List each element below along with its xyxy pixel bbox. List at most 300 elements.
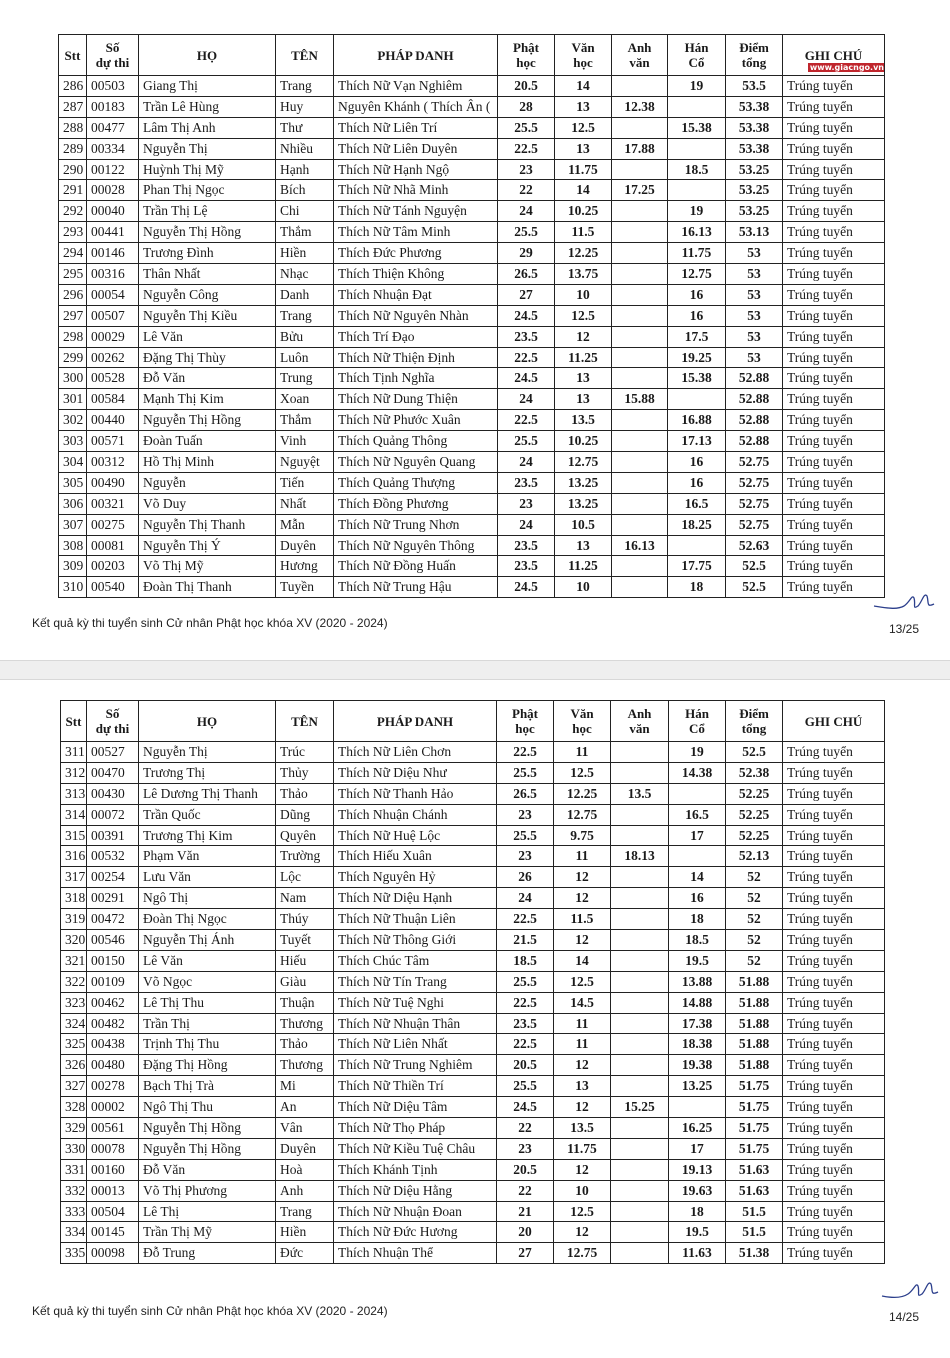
cell-buddhism-score: 24.5 — [498, 305, 555, 326]
table-row — [61, 1076, 885, 1097]
table-row — [61, 1243, 885, 1264]
cell-given-name: Xoan — [276, 389, 334, 410]
cell-surname: Nguyễn Thị — [139, 138, 276, 159]
cell-dharma-name: Thích Khánh Tịnh — [334, 1159, 497, 1180]
cell-classical-chinese-score: 17.13 — [668, 431, 726, 452]
cell-notes: Trúng tuyển — [783, 1076, 885, 1097]
table-header-row — [61, 701, 885, 742]
cell-classical-chinese-score — [669, 783, 726, 804]
table-row — [59, 535, 885, 556]
cell-notes: Trúng tuyển — [783, 1201, 885, 1222]
cell-stt: 317 — [61, 867, 87, 888]
cell-stt: 293 — [59, 222, 87, 243]
cell-buddhism-score: 22 — [497, 1118, 554, 1139]
cell-dharma-name: Thích Nữ Phước Xuân — [334, 410, 498, 431]
cell-notes: Trúng tuyển — [783, 389, 885, 410]
cell-candidate-number: 00503 — [87, 76, 139, 97]
cell-given-name: Dũng — [276, 804, 334, 825]
table-row — [59, 493, 885, 514]
cell-total-score: 51.75 — [726, 1118, 783, 1139]
cell-candidate-number: 00507 — [87, 305, 139, 326]
cell-candidate-number: 00321 — [87, 493, 139, 514]
cell-buddhism-score: 25.5 — [498, 222, 555, 243]
cell-buddhism-score: 23 — [497, 1138, 554, 1159]
cell-surname: Ngô Thị Thu — [139, 1097, 276, 1118]
header-stt: Stt — [61, 701, 87, 742]
cell-english-score — [612, 201, 668, 222]
cell-candidate-number: 00275 — [87, 514, 139, 535]
cell-surname: Hồ Thị Minh — [139, 452, 276, 473]
cell-literature-score: 10 — [554, 1180, 611, 1201]
cell-notes: Trúng tuyển — [783, 159, 885, 180]
cell-total-score: 53.25 — [726, 201, 783, 222]
cell-surname: Phạm Văn — [139, 846, 276, 867]
cell-surname: Đỗ Trung — [139, 1243, 276, 1264]
cell-total-score: 52.75 — [726, 514, 783, 535]
cell-literature-score: 10 — [555, 284, 612, 305]
cell-notes: Trúng tuyển — [783, 96, 885, 117]
cell-literature-score: 12.5 — [554, 762, 611, 783]
cell-buddhism-score: 25.5 — [497, 762, 554, 783]
cell-buddhism-score: 23 — [497, 804, 554, 825]
cell-candidate-number: 00291 — [87, 888, 139, 909]
cell-candidate-number: 00081 — [87, 535, 139, 556]
cell-total-score: 52.5 — [726, 577, 783, 598]
cell-notes: Trúng tuyển — [783, 535, 885, 556]
cell-candidate-number: 00571 — [87, 431, 139, 452]
cell-buddhism-score: 25.5 — [497, 971, 554, 992]
cell-candidate-number: 00002 — [87, 1097, 139, 1118]
cell-literature-score: 12.75 — [555, 452, 612, 473]
cell-dharma-name: Thích Nữ Thuận Liên — [334, 909, 497, 930]
cell-notes: Trúng tuyển — [783, 1180, 885, 1201]
cell-total-score: 53 — [726, 243, 783, 264]
cell-stt: 328 — [61, 1097, 87, 1118]
table-header-row — [59, 35, 885, 76]
header-dharma-name: PHÁP DANH — [334, 701, 497, 742]
cell-stt: 315 — [61, 825, 87, 846]
cell-literature-score: 12 — [554, 930, 611, 951]
cell-given-name: Thắm — [276, 222, 334, 243]
cell-english-score — [612, 326, 668, 347]
cell-candidate-number: 00561 — [87, 1118, 139, 1139]
cell-given-name: Nhiều — [276, 138, 334, 159]
header-buddhism-score: Phật học — [498, 35, 555, 76]
cell-english-score — [612, 243, 668, 264]
table-row — [59, 452, 885, 473]
cell-given-name: Lộc — [276, 867, 334, 888]
cell-candidate-number: 00527 — [87, 742, 139, 763]
cell-given-name: Chi — [276, 201, 334, 222]
cell-classical-chinese-score: 13.88 — [669, 971, 726, 992]
cell-english-score: 18.13 — [611, 846, 669, 867]
cell-notes: Trúng tuyển — [783, 950, 885, 971]
cell-classical-chinese-score: 11.63 — [669, 1243, 726, 1264]
cell-total-score: 52 — [726, 909, 783, 930]
cell-surname: Nguyễn Thị Hồng — [139, 1138, 276, 1159]
cell-candidate-number: 00054 — [87, 284, 139, 305]
table-row — [61, 1180, 885, 1201]
cell-surname: Mạnh Thị Kim — [139, 389, 276, 410]
cell-classical-chinese-score: 16 — [668, 472, 726, 493]
cell-classical-chinese-score: 17 — [669, 825, 726, 846]
table-row — [61, 846, 885, 867]
cell-buddhism-score: 22.5 — [498, 138, 555, 159]
cell-total-score: 52.63 — [726, 535, 783, 556]
cell-english-score — [611, 825, 669, 846]
cell-stt: 287 — [59, 96, 87, 117]
table-row — [61, 930, 885, 951]
header-classical-chinese-score: Hán Cổ — [668, 35, 726, 76]
cell-notes: Trúng tuyển — [783, 180, 885, 201]
cell-given-name: Trúc — [276, 742, 334, 763]
cell-classical-chinese-score: 16 — [668, 452, 726, 473]
cell-english-score — [611, 1138, 669, 1159]
cell-classical-chinese-score: 18.5 — [668, 159, 726, 180]
page-number: 13/25 — [889, 622, 920, 636]
cell-candidate-number: 00013 — [87, 1180, 139, 1201]
cell-total-score: 52.75 — [726, 452, 783, 473]
cell-notes: Trúng tuyển — [783, 1013, 885, 1034]
cell-stt: 290 — [59, 159, 87, 180]
cell-english-score: 16.13 — [612, 535, 668, 556]
cell-surname: Đặng Thị Thùy — [139, 347, 276, 368]
cell-candidate-number: 00278 — [87, 1076, 139, 1097]
cell-candidate-number: 00078 — [87, 1138, 139, 1159]
cell-classical-chinese-score: 19.5 — [669, 950, 726, 971]
cell-english-score: 17.88 — [612, 138, 668, 159]
cell-notes: Trúng tuyển — [783, 264, 885, 285]
cell-english-score — [611, 1013, 669, 1034]
cell-english-score — [612, 264, 668, 285]
cell-buddhism-score: 24 — [498, 201, 555, 222]
cell-surname: Lê Văn — [139, 326, 276, 347]
cell-notes: Trúng tuyển — [783, 867, 885, 888]
cell-surname: Ngô Thị — [139, 888, 276, 909]
cell-given-name: Thảo — [276, 1034, 334, 1055]
cell-total-score: 52.88 — [726, 431, 783, 452]
cell-dharma-name: Thích Nữ Liên Nhất — [334, 1034, 497, 1055]
cell-surname: Lê Dương Thị Thanh — [139, 783, 276, 804]
cell-literature-score: 10 — [555, 577, 612, 598]
cell-english-score — [612, 556, 668, 577]
cell-given-name: Anh — [276, 1180, 334, 1201]
cell-literature-score: 11.25 — [555, 347, 612, 368]
cell-dharma-name: Thích Nữ Kiều Tuệ Châu — [334, 1138, 497, 1159]
cell-given-name: Bửu — [276, 326, 334, 347]
cell-given-name: Trang — [276, 76, 334, 97]
cell-buddhism-score: 22.5 — [498, 410, 555, 431]
cell-given-name: Thắm — [276, 410, 334, 431]
cell-english-score — [611, 930, 669, 951]
header-total-score: Điểm tổng — [726, 701, 783, 742]
cell-dharma-name: Thích Nữ Trung Hậu — [334, 577, 498, 598]
cell-classical-chinese-score: 19.5 — [669, 1222, 726, 1243]
cell-classical-chinese-score: 19 — [668, 76, 726, 97]
table-row — [59, 368, 885, 389]
cell-stt: 306 — [59, 493, 87, 514]
cell-buddhism-score: 23.5 — [497, 1013, 554, 1034]
cell-english-score — [612, 431, 668, 452]
cell-candidate-number: 00546 — [87, 930, 139, 951]
cell-english-score — [612, 76, 668, 97]
page-separator — [0, 660, 950, 680]
header-candidate-number: Số dự thi — [87, 701, 139, 742]
header-notes: GHI CHÚ www.giacngo.vn — [783, 35, 885, 76]
cell-stt: 310 — [59, 577, 87, 598]
table-row — [61, 783, 885, 804]
cell-dharma-name: Thích Nữ Liên Duyên — [334, 138, 498, 159]
cell-dharma-name: Thích Nữ Nguyên Thông — [334, 535, 498, 556]
cell-literature-score: 13.25 — [555, 472, 612, 493]
cell-given-name: Vân — [276, 1118, 334, 1139]
cell-dharma-name: Thích Nữ Nhuận Thân — [334, 1013, 497, 1034]
cell-classical-chinese-score: 16 — [668, 305, 726, 326]
header-literature-score: Văn học — [555, 35, 612, 76]
cell-stt: 298 — [59, 326, 87, 347]
cell-stt: 300 — [59, 368, 87, 389]
cell-candidate-number: 00528 — [87, 368, 139, 389]
cell-notes: Trúng tuyển — [783, 846, 885, 867]
cell-dharma-name: Thích Nữ Nguyên Nhàn — [334, 305, 498, 326]
cell-total-score: 52.75 — [726, 493, 783, 514]
cell-classical-chinese-score: 17.38 — [669, 1013, 726, 1034]
cell-given-name: Nhạc — [276, 264, 334, 285]
cell-english-score — [611, 1243, 669, 1264]
cell-total-score: 52.13 — [726, 846, 783, 867]
cell-candidate-number: 00029 — [87, 326, 139, 347]
cell-dharma-name: Thích Nữ Nhuận Đoan — [334, 1201, 497, 1222]
cell-classical-chinese-score: 16.5 — [669, 804, 726, 825]
cell-literature-score: 10.25 — [555, 201, 612, 222]
cell-dharma-name: Thích Nữ Đồng Huấn — [334, 556, 498, 577]
cell-notes: Trúng tuyển — [783, 556, 885, 577]
cell-notes: Trúng tuyển — [783, 762, 885, 783]
cell-classical-chinese-score: 16.88 — [668, 410, 726, 431]
cell-english-score: 15.88 — [612, 389, 668, 410]
cell-buddhism-score: 26 — [497, 867, 554, 888]
cell-given-name: Đức — [276, 1243, 334, 1264]
table-row — [61, 825, 885, 846]
cell-english-score — [611, 742, 669, 763]
cell-given-name: Luôn — [276, 347, 334, 368]
cell-english-score — [612, 284, 668, 305]
cell-stt: 302 — [59, 410, 87, 431]
cell-stt: 311 — [61, 742, 87, 763]
cell-buddhism-score: 25.5 — [497, 825, 554, 846]
cell-given-name: Hiếu — [276, 950, 334, 971]
cell-stt: 291 — [59, 180, 87, 201]
cell-stt: 324 — [61, 1013, 87, 1034]
cell-english-score: 13.5 — [611, 783, 669, 804]
cell-total-score: 52 — [726, 930, 783, 951]
cell-total-score: 51.63 — [726, 1180, 783, 1201]
cell-dharma-name: Thích Nữ Thông Giới — [334, 930, 497, 951]
cell-english-score: 15.25 — [611, 1097, 669, 1118]
cell-english-score — [612, 577, 668, 598]
cell-total-score: 52.88 — [726, 389, 783, 410]
cell-candidate-number: 00462 — [87, 992, 139, 1013]
cell-notes: Trúng tuyển — [783, 243, 885, 264]
cell-surname: Huỳnh Thị Mỹ — [139, 159, 276, 180]
cell-classical-chinese-score: 17 — [669, 1138, 726, 1159]
cell-given-name: Giàu — [276, 971, 334, 992]
cell-given-name: Thúy — [276, 909, 334, 930]
cell-classical-chinese-score: 17.75 — [668, 556, 726, 577]
cell-surname: Lê Thị Thu — [139, 992, 276, 1013]
cell-buddhism-score: 22.5 — [497, 1034, 554, 1055]
cell-total-score: 53.5 — [726, 76, 783, 97]
header-given-name: TÊN — [276, 35, 334, 76]
table-row — [59, 96, 885, 117]
page-footer: Kết quả kỳ thi tuyển sinh Cử nhân Phật học khóa XV (2020 - 2024) — [32, 1304, 388, 1318]
cell-literature-score: 11.75 — [554, 1138, 611, 1159]
cell-buddhism-score: 24 — [498, 514, 555, 535]
table-row — [61, 992, 885, 1013]
cell-stt: 308 — [59, 535, 87, 556]
cell-notes: Trúng tuyển — [783, 1118, 885, 1139]
table-row — [59, 389, 885, 410]
cell-candidate-number: 00183 — [87, 96, 139, 117]
cell-dharma-name: Thích Nữ Đức Hương — [334, 1222, 497, 1243]
cell-literature-score: 12 — [554, 1159, 611, 1180]
header-literature-score: Văn học — [554, 701, 611, 742]
cell-notes: Trúng tuyển — [783, 992, 885, 1013]
cell-total-score: 51.75 — [726, 1076, 783, 1097]
cell-candidate-number: 00477 — [87, 117, 139, 138]
cell-classical-chinese-score: 16 — [669, 888, 726, 909]
table-row — [59, 577, 885, 598]
cell-english-score — [611, 867, 669, 888]
cell-surname: Võ Duy — [139, 493, 276, 514]
cell-buddhism-score: 21 — [497, 1201, 554, 1222]
cell-english-score — [611, 762, 669, 783]
cell-dharma-name: Thích Nữ Diệu Như — [334, 762, 497, 783]
cell-total-score: 52 — [726, 888, 783, 909]
cell-total-score: 52.38 — [726, 762, 783, 783]
cell-given-name: Trang — [276, 1201, 334, 1222]
header-classical-chinese-score: Hán Cổ — [669, 701, 726, 742]
cell-given-name: Tuyền — [276, 577, 334, 598]
table-row — [59, 138, 885, 159]
cell-buddhism-score: 22.5 — [497, 909, 554, 930]
cell-dharma-name: Thích Nữ Nhã Minh — [334, 180, 498, 201]
cell-given-name: An — [276, 1097, 334, 1118]
table-row — [59, 431, 885, 452]
cell-dharma-name: Thích Nguyên Hỷ — [334, 867, 497, 888]
cell-notes: Trúng tuyển — [783, 347, 885, 368]
cell-english-score — [611, 1180, 669, 1201]
table-row — [61, 1034, 885, 1055]
cell-total-score: 51.63 — [726, 1159, 783, 1180]
table-row — [59, 201, 885, 222]
cell-buddhism-score: 24 — [498, 452, 555, 473]
cell-dharma-name: Thích Nữ Huệ Lộc — [334, 825, 497, 846]
cell-candidate-number: 00203 — [87, 556, 139, 577]
cell-buddhism-score: 20.5 — [497, 1159, 554, 1180]
cell-given-name: Hoà — [276, 1159, 334, 1180]
table-row — [59, 472, 885, 493]
cell-buddhism-score: 23.5 — [498, 472, 555, 493]
cell-notes: Trúng tuyển — [783, 138, 885, 159]
table-row — [59, 159, 885, 180]
cell-total-score: 51.38 — [726, 1243, 783, 1264]
cell-literature-score: 12 — [554, 867, 611, 888]
cell-total-score: 53 — [726, 347, 783, 368]
cell-candidate-number: 00490 — [87, 472, 139, 493]
table-row — [59, 347, 885, 368]
table-row — [61, 1118, 885, 1139]
cell-surname: Đặng Thị Hồng — [139, 1055, 276, 1076]
cell-dharma-name: Thích Nữ Hạnh Ngộ — [334, 159, 498, 180]
cell-total-score: 53.25 — [726, 180, 783, 201]
cell-candidate-number: 00150 — [87, 950, 139, 971]
cell-dharma-name: Thích Nữ Vạn Nghiêm — [334, 76, 498, 97]
cell-surname: Trương Thị — [139, 762, 276, 783]
cell-literature-score: 13 — [555, 535, 612, 556]
cell-english-score: 17.25 — [612, 180, 668, 201]
table-row — [61, 1222, 885, 1243]
cell-classical-chinese-score: 14.88 — [669, 992, 726, 1013]
cell-surname: Đoàn Thị Thanh — [139, 577, 276, 598]
cell-literature-score: 11.25 — [555, 556, 612, 577]
cell-buddhism-score: 22.5 — [498, 347, 555, 368]
cell-stt: 323 — [61, 992, 87, 1013]
cell-classical-chinese-score: 18.25 — [668, 514, 726, 535]
cell-literature-score: 14 — [554, 950, 611, 971]
cell-classical-chinese-score: 14.38 — [669, 762, 726, 783]
cell-buddhism-score: 27 — [497, 1243, 554, 1264]
table-row — [59, 243, 885, 264]
cell-buddhism-score: 26.5 — [497, 783, 554, 804]
cell-literature-score: 13.75 — [555, 264, 612, 285]
cell-dharma-name: Thích Nữ Trung Nhơn — [334, 514, 498, 535]
cell-given-name: Thủy — [276, 762, 334, 783]
cell-surname: Nguyễn Thị — [139, 742, 276, 763]
cell-candidate-number: 00334 — [87, 138, 139, 159]
cell-buddhism-score: 20.5 — [498, 76, 555, 97]
cell-dharma-name: Thích Nhuận Chánh — [334, 804, 497, 825]
cell-english-score — [612, 410, 668, 431]
cell-english-score — [611, 1159, 669, 1180]
cell-classical-chinese-score — [668, 389, 726, 410]
cell-surname: Đoàn Thị Ngọc — [139, 909, 276, 930]
cell-classical-chinese-score: 18 — [669, 909, 726, 930]
cell-stt: 318 — [61, 888, 87, 909]
cell-dharma-name: Thích Nữ Tánh Nguyện — [334, 201, 498, 222]
cell-given-name: Quyên — [276, 825, 334, 846]
cell-stt: 313 — [61, 783, 87, 804]
cell-english-score — [611, 1076, 669, 1097]
cell-candidate-number: 00480 — [87, 1055, 139, 1076]
cell-dharma-name: Thích Chúc Tâm — [334, 950, 497, 971]
cell-dharma-name: Thích Nữ Liên Trí — [334, 117, 498, 138]
table-row — [59, 180, 885, 201]
cell-surname: Đỗ Văn — [139, 368, 276, 389]
cell-notes: Trúng tuyển — [783, 1034, 885, 1055]
cell-dharma-name: Thích Hiếu Xuân — [334, 846, 497, 867]
cell-dharma-name: Thích Nữ Diệu Tâm — [334, 1097, 497, 1118]
cell-classical-chinese-score — [668, 535, 726, 556]
cell-surname: Trần Quốc — [139, 804, 276, 825]
cell-literature-score: 12 — [555, 326, 612, 347]
cell-surname: Nguyễn Thị Ánh — [139, 930, 276, 951]
table-row — [61, 804, 885, 825]
cell-surname: Võ Ngọc — [139, 971, 276, 992]
cell-given-name: Nhất — [276, 493, 334, 514]
cell-surname: Nguyễn — [139, 472, 276, 493]
table-row — [59, 117, 885, 138]
